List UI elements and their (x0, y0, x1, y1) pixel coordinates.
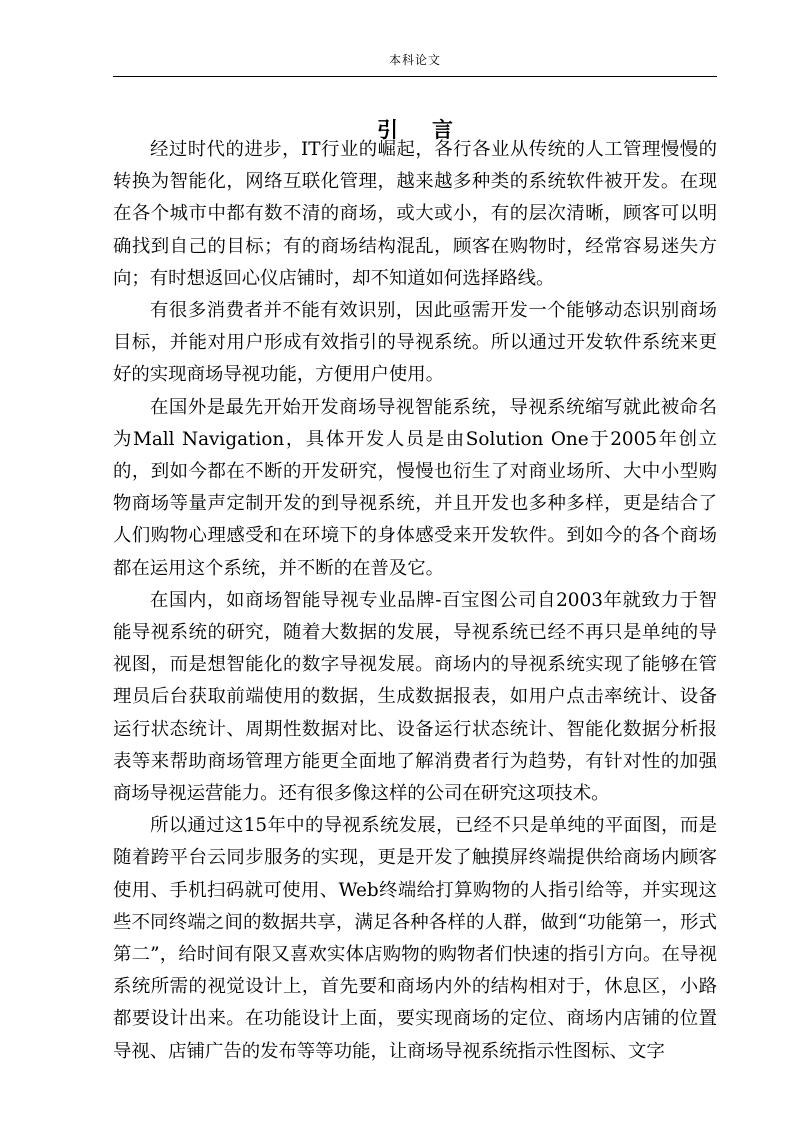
paragraph-5: 所以通过这15年中的导视系统发展，已经不只是单纯的平面图，而是随着跨平台云同步服务的实现，更是开发了触摸屏终端提供给商场内顾客使用、手机扫码就可使用、Web终端给打算购物的人指引给等，并实现这些不同终端之间的数据共享，满足各种各样的人群，做到“功能第一，形式第二”，给时间有限又喜欢实体店购物的购物者们快速的指引方向。在导视系统所需的视觉设计上，首先要和商场内外的结构相对于，休息区，小路都要设计出来。在功能设计上面，要实现商场的定位、商场内店铺的位置导视、店铺广告的发布等等功能，让商场导视系统指示性图标、文字 (113, 815, 717, 1062)
paragraph-1: 经过时代的进步，IT行业的崛起，各行各业从传统的人工管理慢慢的转换为智能化，网络互联化管理，越来越多种类的系统软件被开发。在现在各个城市中都有数不清的商场，或大或小，有的层次清晰，顾客可以明确找到自己的目标；有的商场结构混乱，顾客在购物时，经常容易迷失方向；有时想返回心仪店铺时，却不知道如何选择路线。 (113, 139, 717, 289)
running-header: 本科论文 (388, 53, 441, 67)
header-rule (113, 76, 717, 77)
body-text (113, 134, 717, 1068)
section-title: 引言 (377, 117, 487, 143)
paragraph-4: 在国内，如商场智能导视专业品牌-百宝图公司自2003年就致力于智能导视系统的研究，随着大数据的发展，导视系统已经不再只是单纯的导视图，而是想智能化的数字导视发展。商场内的导视系统实现了能够在管理员后台获取前端使用的数据，生成数据报表，如用户点击率统计、设备运行状态统计、周期性数据对比、设备运行状态统计、智能化数据分析报表等来帮助商场管理方能更全面地了解消费者行为趋势，有针对性的加强商场导视运营能力。还有很多像这样的公司在研究这项技术。 (113, 589, 717, 805)
paragraph-2: 有很多消费者并不能有效识别，因此亟需开发一个能够动态识别商场目标，并能对用户形成有效指引的导视系统。所以通过开发软件系统来更好的实现商场导视功能，方便用户使用。 (113, 300, 717, 386)
paragraph-3: 在国外是最先开始开发商场导视智能系统，导视系统缩写就此被命名为Mall Navigation，具体开发人员是由Solution One于2005年创立的，到如今都在不断的开发研究，慢慢也衍生了对商业场所、大中小型购物商场等量声定制开发的到导视系统，并且开发也多种多样，更是结合了人们购物心理感受和在环境下的身体感受来开发软件。到如今的各个商场都在运用这个系统，并不断的在普及它。 (113, 396, 717, 579)
